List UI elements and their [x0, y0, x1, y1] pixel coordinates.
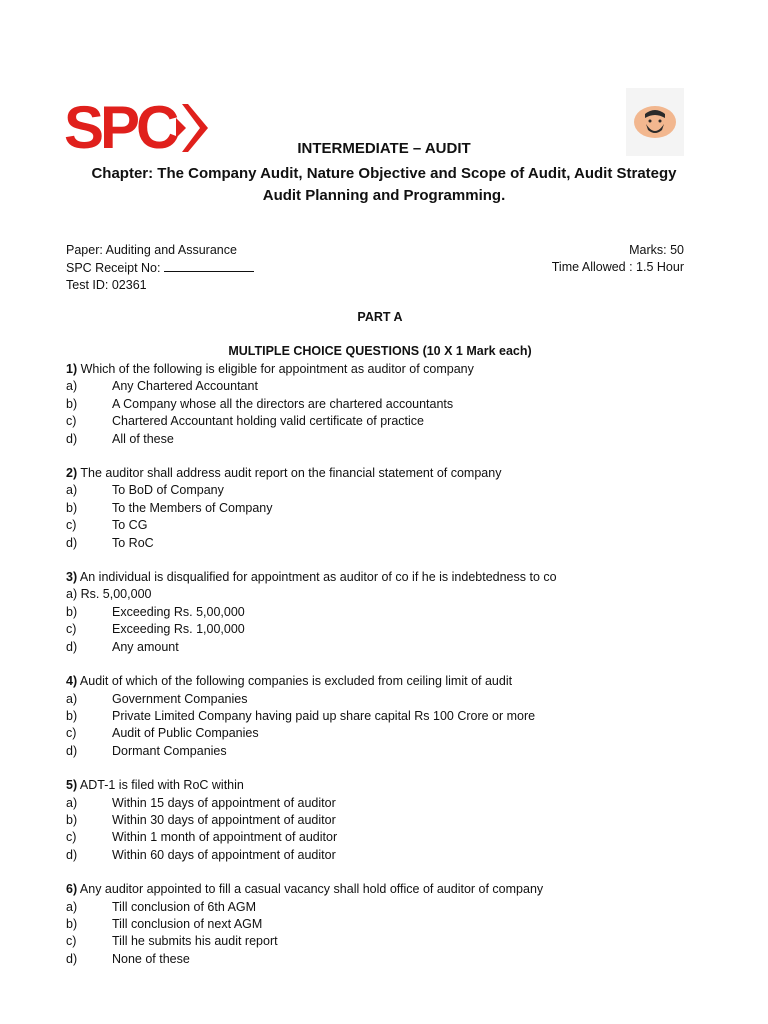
- answer-option: [66, 812, 706, 829]
- answer-option: [66, 535, 706, 552]
- question-text: [66, 881, 706, 898]
- option-text: All of these: [112, 431, 174, 446]
- question-number: 1): [66, 362, 78, 376]
- option-text: Till conclusion of next AGM: [112, 916, 263, 931]
- answer-option: [66, 482, 706, 499]
- option-text: Exceeding Rs. 5,00,000: [112, 604, 245, 619]
- option-letter: b): [66, 604, 78, 619]
- option-letter: c): [66, 726, 77, 741]
- option-text: To the Members of Company: [112, 500, 273, 515]
- option-letter: c): [66, 934, 77, 949]
- avatar-icon: [631, 104, 679, 140]
- marks: Marks: 50: [629, 243, 684, 257]
- answer-option: [66, 517, 706, 534]
- question-stem: ADT-1 is filed with RoC within: [77, 778, 244, 793]
- answer-option: [66, 500, 706, 517]
- question-1: [66, 361, 706, 448]
- answer-option: [66, 829, 706, 846]
- time-allowed: Time Allowed : 1.5 Hour: [551, 260, 684, 274]
- question-stem: Which of the following is eligible for appointment as auditor of company: [77, 362, 474, 376]
- answer-option: [66, 586, 706, 603]
- option-text: To RoC: [112, 535, 154, 550]
- option-letter: b): [66, 500, 78, 515]
- question-5: [66, 777, 706, 864]
- paper-name: Paper: Auditing and Assurance: [66, 243, 237, 257]
- receipt-row: [66, 259, 254, 277]
- option-letter: b): [66, 916, 78, 931]
- question-stem: Any auditor appointed to fill a casual vacancy shall hold office of auditor of company: [77, 882, 544, 897]
- question-2: [66, 465, 706, 552]
- option-text: Any Chartered Accountant: [112, 379, 258, 394]
- answer-option: [66, 725, 706, 742]
- answer-option: [66, 413, 706, 430]
- question-stem: The auditor shall address audit report on the financial statement of company: [77, 466, 502, 481]
- answer-option: [66, 378, 706, 395]
- option-letter: a) Rs. 5,00,000: [66, 587, 152, 602]
- option-text: Within 60 days of appointment of auditor: [112, 847, 336, 862]
- answer-option: [66, 899, 706, 916]
- mcq-heading: MULTIPLE CHOICE QUESTIONS (10 X 1 Mark each): [228, 344, 532, 358]
- option-letter: b): [66, 708, 78, 723]
- chapter-line-2: Audit Planning and Programming.: [262, 187, 506, 204]
- option-letter: c): [66, 518, 77, 533]
- answer-option: [66, 795, 706, 812]
- option-text: To BoD of Company: [112, 483, 224, 498]
- receipt-blank: [164, 259, 254, 272]
- answer-option: [66, 604, 706, 621]
- question-number: 4): [66, 674, 78, 689]
- option-letter: d): [66, 847, 78, 862]
- option-text: Government Companies: [112, 691, 248, 706]
- question-text: [66, 569, 706, 586]
- test-id: Test ID: 02361: [66, 278, 147, 292]
- option-letter: a): [66, 795, 78, 810]
- option-text: Within 30 days of appointment of auditor: [112, 812, 336, 827]
- option-letter: d): [66, 535, 78, 550]
- question-number: 2): [66, 466, 78, 481]
- answer-option: [66, 691, 706, 708]
- option-letter: b): [66, 396, 78, 411]
- option-letter: b): [66, 812, 78, 827]
- question-text: [66, 777, 706, 794]
- option-letter: c): [66, 414, 77, 429]
- option-text: A Company whose all the directors are chartered accountants: [112, 396, 454, 411]
- option-text: Within 15 days of appointment of auditor: [112, 795, 336, 810]
- option-text: Any amount: [112, 639, 179, 654]
- answer-option: [66, 621, 706, 638]
- question-text: [66, 673, 706, 690]
- option-text: Private Limited Company having paid up share capital Rs 100 Crore or more: [112, 708, 536, 723]
- question-list: [66, 361, 706, 985]
- option-letter: a): [66, 899, 78, 914]
- answer-option: [66, 951, 706, 968]
- option-text: Chartered Accountant holding valid certificate of practice: [112, 414, 424, 429]
- answer-option: [66, 743, 706, 760]
- chapter-heading: [0, 163, 768, 207]
- answer-option: [66, 639, 706, 656]
- paper-info: [66, 242, 254, 294]
- question-3: [66, 569, 706, 656]
- question-6: [66, 881, 706, 968]
- marks-info: [552, 242, 684, 276]
- answer-option: [66, 847, 706, 864]
- question-number: 3): [66, 570, 78, 585]
- option-letter: c): [66, 830, 77, 845]
- option-text: To CG: [112, 518, 148, 533]
- svg-text:SPC: SPC: [64, 96, 176, 160]
- chapter-line-1: Chapter: The Company Audit, Nature Objective and Scope of Audit, Audit Strategy: [91, 165, 677, 182]
- option-text: Dormant Companies: [112, 743, 227, 758]
- question-text: [66, 361, 706, 378]
- answer-option: [66, 916, 706, 933]
- answer-option: [66, 933, 706, 950]
- answer-option: [66, 708, 706, 725]
- question-stem: Audit of which of the following companies is excluded from ceiling limit of audit: [77, 674, 513, 689]
- option-text: None of these: [112, 951, 190, 966]
- option-text: Till conclusion of 6th AGM: [112, 899, 257, 914]
- answer-option: [66, 396, 706, 413]
- option-letter: d): [66, 951, 78, 966]
- option-letter: a): [66, 379, 78, 394]
- question-number: 5): [66, 778, 78, 793]
- option-letter: a): [66, 483, 78, 498]
- option-letter: d): [66, 639, 78, 654]
- option-letter: a): [66, 691, 78, 706]
- option-letter: d): [66, 431, 78, 446]
- option-letter: d): [66, 743, 78, 758]
- question-number: 6): [66, 882, 78, 897]
- option-letter: c): [66, 622, 77, 637]
- exam-title: INTERMEDIATE – AUDIT: [297, 140, 471, 157]
- answer-option: [66, 431, 706, 448]
- receipt-label: SPC Receipt No:: [66, 261, 161, 275]
- option-text: Exceeding Rs. 1,00,000: [112, 622, 245, 637]
- option-text: Audit of Public Companies: [112, 726, 259, 741]
- question-4: [66, 673, 706, 760]
- option-text: Within 1 month of appointment of auditor: [112, 830, 338, 845]
- question-stem: An individual is disqualified for appointment as auditor of co if he is indebtedness to co: [77, 570, 557, 585]
- question-text: [66, 465, 706, 482]
- option-text: Till he submits his audit report: [112, 934, 278, 949]
- part-label: PART A: [357, 310, 403, 324]
